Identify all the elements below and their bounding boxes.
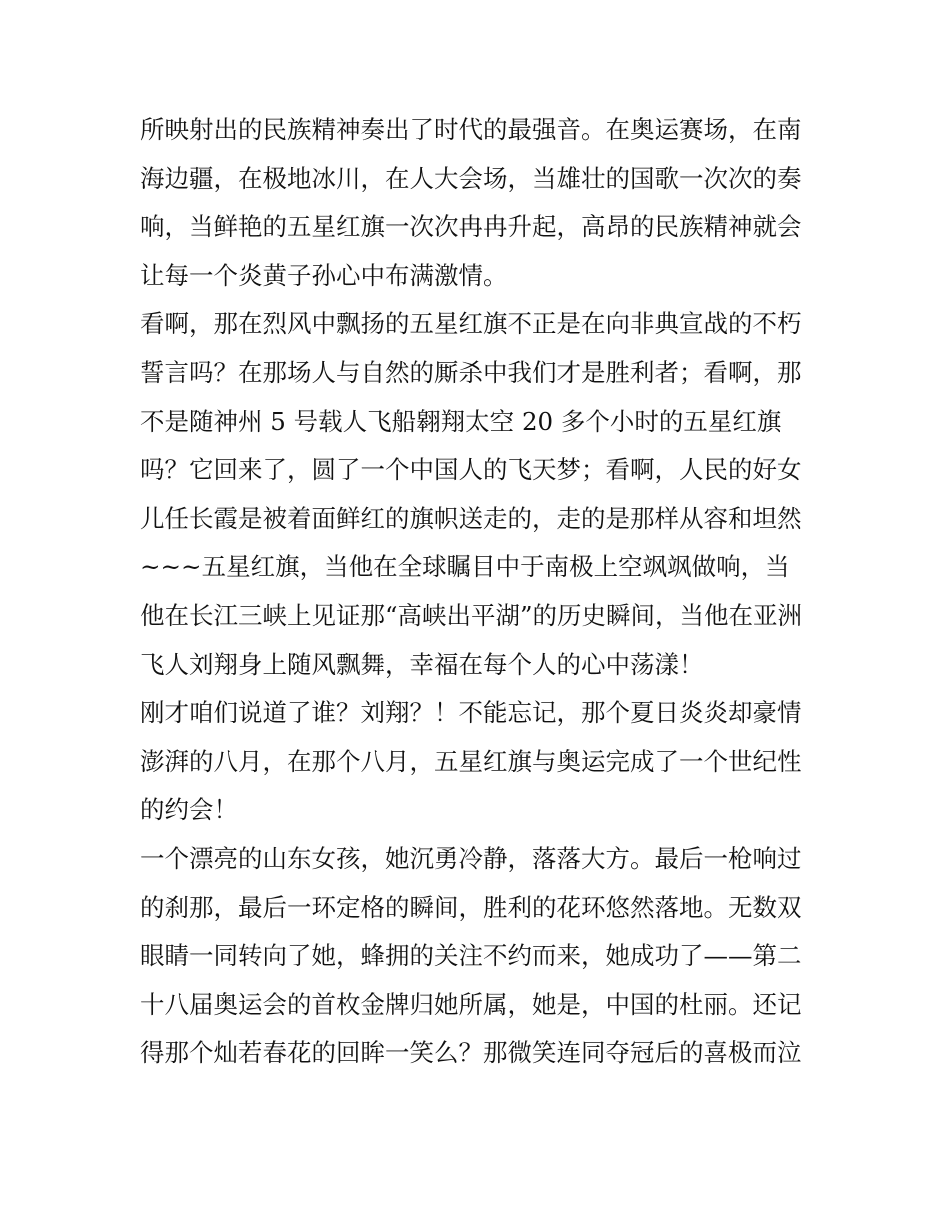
text-line: 一个漂亮的山东女孩，她沉勇冷静，落落大方。最后一枪响过 — [140, 843, 802, 873]
text-line: 他在长江三峡上见证那“高峡出平湖”的历史瞬间，当他在亚洲 — [140, 600, 803, 630]
text-line: 十八届奥运会的首枚金牌归她所属，她是，中国的杜丽。还记 — [140, 989, 802, 1019]
text-line: 响，当鲜艳的五星红旗一次次冉冉升起，高昂的民族精神就会 — [140, 212, 802, 242]
text-line: 得那个灿若春花的回眸一笑么？那微笑连同夺冠后的喜极而泣 — [140, 1038, 802, 1068]
text-line: 的约会！ — [140, 795, 238, 825]
text-line: ~~~五星红旗，当他在全球瞩目中于南极上空飒飒做响，当 — [140, 552, 790, 582]
text-line: 澎湃的八月，在那个八月，五星红旗与奥运完成了一个世纪性 — [140, 746, 802, 776]
text-line: 海边疆，在极地冰川，在人大会场，当雄壮的国歌一次次的奏 — [140, 163, 802, 193]
text-line: 刚才咱们说道了谁？刘翔？！不能忘记，那个夏日炎炎却豪情 — [140, 698, 802, 728]
text-line: 誓言吗？在那场人与自然的厮杀中我们才是胜利者；看啊，那 — [140, 357, 802, 387]
text-line: 眼睛一同转向了她，蜂拥的关注不约而来，她成功了——第二 — [140, 941, 802, 971]
text-line: 不是随神州 5 号载人飞船翱翔太空 20 多个小时的五星红旗 — [140, 406, 782, 436]
text-line: 让每一个炎黄子孙心中布满激情。 — [140, 260, 508, 290]
text-line: 看啊，那在烈风中飘扬的五星红旗不正是在向非典宣战的不朽 — [140, 309, 802, 339]
text-line: 飞人刘翔身上随风飘舞，幸福在每个人的心中荡漾！ — [140, 649, 704, 679]
text-line: 所映射出的民族精神奏出了时代的最强音。在奥运赛场，在南 — [140, 115, 802, 144]
text-line: 儿任长霞是被着面鲜红的旗帜送走的，走的是那样从容和坦然 — [140, 503, 802, 533]
text-line: 的刹那，最后一环定格的瞬间，胜利的花环悠然落地。无数双 — [140, 892, 802, 922]
text-line: 吗？它回来了，圆了一个中国人的飞天梦；看啊，人民的好女 — [140, 455, 802, 485]
body-text — [140, 106, 830, 1078]
